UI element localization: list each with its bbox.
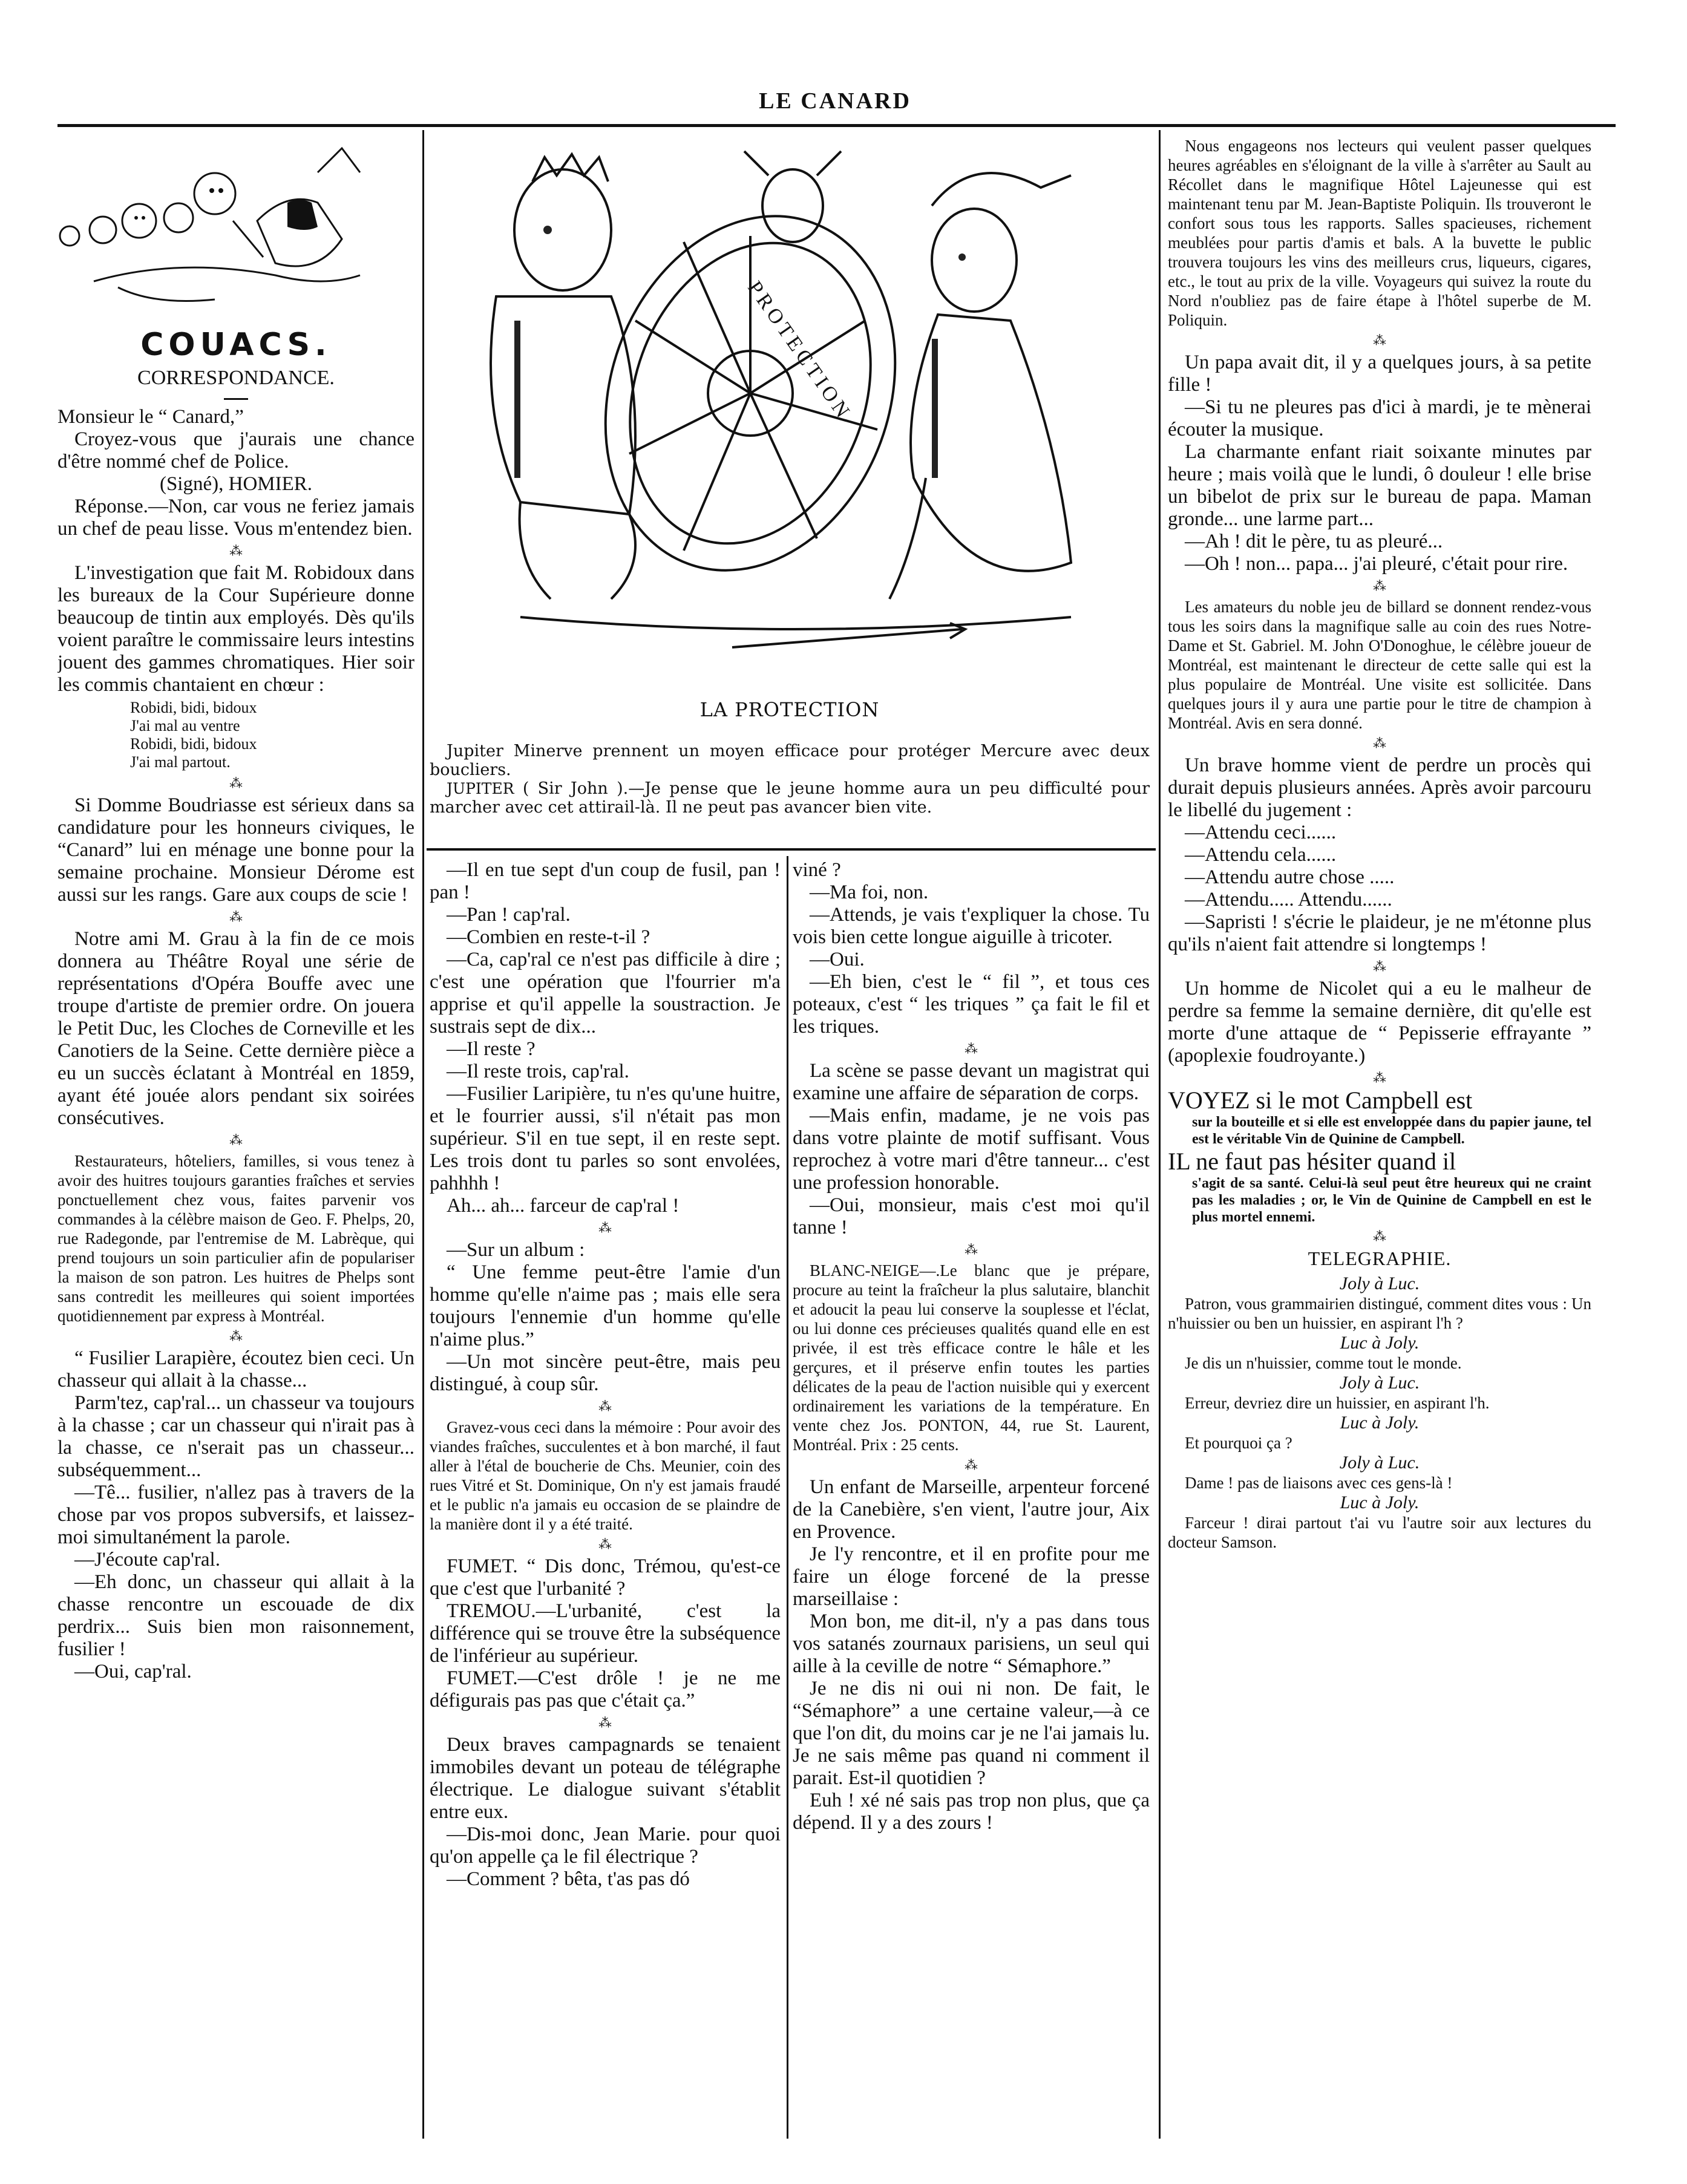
article-paragraph: “ Fusilier Larapière, écoutez bien ceci. Un chasseur qui allait à la chasse...	[57, 1347, 414, 1391]
article-paragraph: —Attends, je vais t'expliquer la chose. Tu vois bien cette longue aiguille à tricoter.	[793, 904, 1150, 948]
telegraphie-title: TELEGRAPHIE.	[1308, 1247, 1452, 1269]
article-paragraph: —Ah ! dit le père, tu as pleuré...	[1185, 531, 1443, 552]
verse	[57, 699, 414, 771]
verse-line: Robidi, bidi, bidoux	[130, 735, 257, 753]
separator: ⁂	[229, 1133, 243, 1148]
verse-line: J'ai mal partout.	[130, 753, 231, 771]
article-paragraph: Mon bon, me dit-il, n'y a pas dans tous vos satanés zournaux parisiens, un seul qui aille à la ceville de notre “ Sémaphore.”	[793, 1610, 1150, 1677]
article-paragraph: —Fusilier Laripière, tu n'es qu'une huitre, et le fourrier aussi, s'il n'était pas mon supérieur. S'il en tue sept, il en reste sept. Les trois dont tu parles so sont envolées, pahhhh !	[430, 1083, 781, 1194]
telegram-text: Je dis un n'huissier, comme tout le monde.	[1185, 1354, 1462, 1372]
column-rule	[787, 856, 788, 2139]
advertisement: Gravez-vous ceci dans la mémoire : Pour avoir des viandes fraîches, succulentes et à bon marché, il faut aller à l'étal de boucherie de Chs. Meunier, coin des rues Vitré et St. Dominique, On n'y est jamais fraudé et le public n'a jamais eu occasion de se plaindre de la manière dont il y a été traité.	[430, 1418, 781, 1533]
article-paragraph: —Dis-moi donc, Jean Marie. pour quoi qu'on appelle ça le fil électrique ?	[430, 1823, 781, 1868]
letter-signature: (Signé), HOMIER.	[159, 473, 313, 495]
article-paragraph: FUMET.—C'est drôle ! je ne me défigurais pas pas que c'était ça.”	[430, 1667, 781, 1712]
article-paragraph: —Ca, cap'ral ce n'est pas difficile à dire ; c'est une opération que l'fourrier m'a apprise et qu'il appelle la soustraction. Je sustrais sept de dix...	[430, 949, 781, 1038]
article-paragraph: La charmante enfant riait soixante minutes par heure ; mais voilà que le lundi, ô douleur ! elle brise un bibelot de prix sur le bureau de papa. Maman gronde... une larme part...	[1168, 441, 1591, 530]
telegram-heading: Joly à Luc.	[1339, 1453, 1420, 1473]
masthead: LE CANARD	[759, 88, 911, 114]
article-paragraph: Parm'tez, cap'ral... un chasseur va toujours à la chasse ; car un chasseur qui n'irait pas à la chasse, ce n'serait pas un chasseur... subséquemment...	[57, 1392, 414, 1481]
ad-lead: VOYEZ si le mot Campbell est	[1168, 1087, 1473, 1114]
illustration	[430, 139, 1150, 835]
article-paragraph: Notre ami M. Grau à la fin de ce mois donnera au Théâtre Royal une série de représentations d'Opéra Bouffe avec une troupe d'artiste de premier ordre. On jouera le Petit Duc, les Cloches de Corneville et les Canotiers de la Seine. Cette dernière pièce a eu un succès éclatant à Montréal en 1859, ayant été jouée alors pendant six soirées consécutives.	[57, 928, 414, 1129]
article-paragraph: —Pan ! cap'ral.	[447, 904, 571, 926]
separator: ⁂	[1373, 1070, 1386, 1085]
article-paragraph: Ah... ah... farceur de cap'ral !	[447, 1195, 680, 1217]
couacs-vignette	[57, 136, 414, 318]
article-paragraph: “ Une femme peut-être l'amie d'un homme qu'elle n'aime pas ; mais elle sera toujours l'ennemie d'un homme qu'elle n'aime plus.”	[430, 1261, 781, 1350]
ad-fine-print: sur la bouteille et si elle est enveloppée dans du papier jaune, tel est le véritable Vin de Quinine de Campbell.	[1192, 1114, 1591, 1147]
article-paragraph: —Sapristi ! s'écrie le plaideur, je ne m'étonne plus qu'ils n'aient fait attendre si longtemps !	[1168, 911, 1591, 955]
illustration-title: LA PROTECTION	[699, 698, 880, 721]
ad-lead: IL ne faut pas hésiter quand il	[1168, 1148, 1456, 1175]
article-paragraph: —Ma foi, non.	[810, 881, 929, 903]
verse-line: Robidi, bidi, bidoux	[130, 699, 257, 716]
article-paragraph: Un brave homme vient de perdre un procès qui durait depuis plusieurs années. Après avoir parcouru le libellé du jugement :	[1168, 754, 1591, 821]
article-paragraph: viné ?	[793, 859, 841, 881]
separator: ⁂	[229, 776, 243, 791]
telegram-heading: Joly à Luc.	[1339, 1373, 1420, 1393]
article-paragraph: Je ne dis ni oui ni non. De fait, le “Sémaphore” a une certaine valeur,—à ce que l'on dit, du moins car je ne l'ai jamais lu. Je ne sais même pas quand ni comment il parait. Est-il quotidien ?	[793, 1678, 1150, 1789]
advertisement: Restaurateurs, hôteliers, familles, si vous tenez à avoir des huitres toujours garanties fraîches et servies ponctuellement chez vous, faites parvenir vos commandes à la célèbre maison de Geo. F. Phelps, 20, rue Radegonde, par l'entremise de M. Labrèque, qui prend toujours un soin particulier afin de populariser la maison de son patron. Les huitres de Phelps sont sans contredit les meilleures qui soient importées quotidiennement par express à Montréal.	[57, 1152, 414, 1325]
article-paragraph: —Sur un album :	[447, 1239, 585, 1261]
article-paragraph: —Il reste ?	[447, 1038, 536, 1060]
article-paragraph: TREMOU.—L'urbanité, c'est la différence qui se trouve être la subséquence de l'inférieur au supérieur.	[430, 1600, 781, 1667]
section-subheading: CORRESPONDANCE.	[137, 367, 335, 389]
separator: ⁂	[1373, 578, 1386, 593]
telegram-text: Dame ! pas de liaisons avec ces gens-là !	[1185, 1474, 1453, 1492]
letter-body: Croyez-vous que j'aurais une chance d'être nommé chef de Police.	[57, 428, 414, 472]
shield-label: PROTECTION	[743, 277, 856, 425]
article-paragraph: La scène se passe devant un magistrat qui examine une affaire de séparation de corps.	[793, 1060, 1150, 1104]
masthead-rule	[57, 124, 1616, 127]
campbell-ad-2	[1168, 1150, 1591, 1175]
article-paragraph: —Oui, monsieur, mais c'est moi qu'il tanne !	[793, 1194, 1150, 1238]
article-paragraph: —Il en tue sept d'un coup de fusil, pan ! pan !	[430, 859, 781, 903]
column-rule	[422, 130, 424, 2139]
protection-engraving	[430, 139, 1150, 684]
article-paragraph: Je l'y rencontre, et il en profite pour me faire un éloge forcené de la presse marseillaise :	[793, 1543, 1150, 1610]
separator: ⁂	[1373, 333, 1386, 348]
article-paragraph: —Oui, cap'ral.	[74, 1661, 192, 1682]
separator: ⁂	[1373, 1229, 1386, 1244]
article-paragraph: —Combien en reste-t-il ?	[447, 926, 650, 948]
advertisement: Nous engageons nos lecteurs qui veulent passer quelques heures agréables en s'éloignant de la ville à s'arrêter au Sault au Récollet dans le magnifique Hôtel Lajeunesse qui est maintenant tenu par M. Jean-Baptiste Poliquin. Ils trouveront le confort sous tous les rapports. Salles spacieuses, richement meublées pour partis d'amis et bals. A la buvette le public trouvera toujours les vins des meilleurs crus, liqueurs, cigares, etc., le tout au prix de la ville. Voyageurs qui suivez la route du Nord n'oubliez pas de faire étape à l'hôtel superbe de M. Poliquin.	[1168, 137, 1591, 329]
campbell-ad-1	[1168, 1089, 1591, 1114]
column-left	[57, 136, 414, 2136]
separator: ⁂	[229, 543, 243, 558]
telegram-heading: Joly à Luc.	[1339, 1273, 1420, 1293]
column-rule	[1159, 130, 1161, 2139]
separator: ⁂	[965, 1242, 978, 1257]
article-paragraph: L'investigation que fait M. Robidoux dans les bureaux de la Cour Supérieure donne beaucoup de tintin aux employés. Dès qu'ils voient paraître le commissaire leurs intestins jouent des gammes chromatiques. Hier soir les commis chantaient en chœur :	[57, 562, 414, 696]
letter-salutation: Monsieur le “ Canard,”	[57, 406, 244, 428]
column-right	[1168, 136, 1591, 2136]
dialogue-text: ( Sir John ).—Je pense que le jeune homme aura un peu difficulté pour marcher avec cet attirail-là. Il ne peut pas avancer bien vite.	[430, 779, 1150, 817]
separator: ⁂	[1373, 736, 1386, 751]
article-paragraph: —J'écoute cap'ral.	[74, 1549, 220, 1571]
article-paragraph: —Il reste trois, cap'ral.	[447, 1061, 629, 1082]
separator: ⁂	[598, 1220, 612, 1235]
article-paragraph: Euh ! xé né sais pas trop non plus, que ça dépend. Il y a des zours !	[793, 1790, 1150, 1834]
article-paragraph: —Attendu cela......	[1185, 844, 1337, 866]
telegram-text: Erreur, devriez dire un huissier, en aspirant l'h.	[1185, 1394, 1490, 1412]
article-paragraph: —Oui.	[810, 949, 865, 970]
telegram-text: Patron, vous grammairien distingué, comment dites vous : Un n'huissier ou ben un huissier, en aspirant l'h ?	[1168, 1295, 1591, 1332]
column-middle-left	[430, 859, 781, 2136]
verse-line: J'ai mal au ventre	[130, 717, 240, 734]
telegram-heading: Luc à Joly.	[1340, 1333, 1420, 1353]
telegram-heading: Luc à Joly.	[1340, 1413, 1420, 1433]
telegram-text: Farceur ! dirai partout t'ai vu l'autre soir aux lectures du docteur Samson.	[1168, 1514, 1591, 1551]
divider	[224, 398, 248, 400]
article-paragraph: —Eh bien, c'est le “ fil ”, et tous ces poteaux, c'est “ les triques ” ça fait le fil et les triques.	[793, 971, 1150, 1038]
article-paragraph: —Un mot sincère peut-être, mais peu distingué, à coup sûr.	[430, 1351, 781, 1395]
separator: ⁂	[965, 1041, 978, 1056]
advertisement: BLANC-NEIGE—.Le blanc que je prépare, procure au teint la fraîcheur la plus salutaire, blanchit et adoucit la peau lui conserve la souplesse et l'éclat, ou lui donne ces précieuses qualités quand elle en est privée, il est très efficace contre le hâle et les gerçures, et il préserve enfin toutes les parties délicates de la peau de l'action nuisible qui y exercent ordinairement les variations de la température. En vente chez Jos. PONTON, 44, rue St. Laurent, Montréal. Prix : 25 cents.	[793, 1261, 1150, 1454]
article-paragraph: —Oh ! non... papa... j'ai pleuré, c'était pour rire.	[1185, 553, 1568, 575]
separator: ⁂	[598, 1537, 612, 1552]
separator: ⁂	[229, 909, 243, 924]
article-paragraph: Un homme de Nicolet qui a eu le malheur de perdre sa femme la semaine dernière, dit qu'elle est morte d'une attaque de “ Pepisserie effrayante ” (apoplexie foudroyante.)	[1168, 978, 1591, 1067]
article-paragraph: —Comment ? bêta, t'as pas dó	[447, 1868, 690, 1890]
ad-fine-print: s'agit de sa santé. Celui-là seul peut être heureux qui ne craint pas les maladies ; or, le Vin de Quinine de Campbell en est le plus mortel ennemi.	[1192, 1175, 1591, 1225]
dialogue-speaker: JUPITER	[447, 780, 514, 797]
article-paragraph: Deux braves campagnards se tenaient immobiles devant un poteau de télégraphe électrique. Le dialogue suivant s'établit entre eux.	[430, 1734, 781, 1823]
article-paragraph: Un papa avait dit, il y a quelques jours, à sa petite fille !	[1168, 351, 1591, 396]
telegram-text: Et pourquoi ça ?	[1185, 1434, 1292, 1452]
illustration-rule	[427, 848, 1156, 851]
article-paragraph: Si Domme Boudriasse est sérieux dans sa candidature pour les honneurs civiques, le “Canard” lui en ménage une bonne pour la semaine prochaine. Monsieur Dérome est aussi sur les rangs. Gare aux coups de scie !	[57, 794, 414, 906]
letter-reply: Réponse.—Non, car vous ne feriez jamais un chef de peau lisse. Vous m'entendez bien.	[57, 495, 414, 540]
column-middle-right	[793, 859, 1150, 2136]
separator: ⁂	[1373, 959, 1386, 974]
advertisement: Les amateurs du noble jeu de billard se donnent rendez-vous tous les soirs dans la magnifique salle au coin des rues Notre-Dame et St. Gabriel. M. John O'Donoghue, le célèbre joueur de Montréal, est maintenant le directeur de cette salle qui est la plus populaire de Montréal. Une visite est sollicitée. Dans quelques jours il y aura une partie pour le titre de champion à Montréal. Avis en sera donné.	[1168, 598, 1591, 732]
article-paragraph: —Eh donc, un chasseur qui allait à la chasse rencontre un escouade de dix perdrix... Suis bien mon raisonnement, fusilier !	[57, 1571, 414, 1660]
article-paragraph: —Tê... fusilier, n'allez pas à travers de la chose par vos propos subversifs, et laissez-moi simultanément la parole.	[57, 1482, 414, 1548]
illustration-dialogue	[430, 779, 1150, 817]
separator: ⁂	[598, 1399, 612, 1414]
telegram-heading: Luc à Joly.	[1340, 1493, 1420, 1512]
article-paragraph: —Attendu autre chose .....	[1185, 866, 1395, 888]
article-paragraph: FUMET. “ Dis donc, Trémou, qu'est-ce que c'est que l'urbanité ?	[430, 1555, 781, 1600]
article-paragraph: —Si tu ne pleures pas d'ici à mardi, je te mènerai écouter la musique.	[1168, 396, 1591, 440]
article-paragraph: —Attendu ceci......	[1185, 822, 1337, 843]
section-heading: COUACS.	[140, 327, 332, 363]
article-paragraph: Un enfant de Marseille, arpenteur forcené de la Canebière, s'en vient, l'autre jour, Aix en Provence.	[793, 1476, 1150, 1543]
article-paragraph: —Mais enfin, madame, je ne vois pas dans votre plainte de motif suffisant. Vous reprochez à votre mari d'être tanneur... c'est une profession honorable.	[793, 1105, 1150, 1194]
separator: ⁂	[229, 1329, 243, 1344]
separator: ⁂	[598, 1715, 612, 1730]
illustration-caption: Jupiter Minerve prennent un moyen efficace pour protéger Mercure avec deux boucliers.	[430, 742, 1150, 779]
separator: ⁂	[965, 1457, 978, 1473]
article-paragraph: —Attendu..... Attendu......	[1185, 889, 1392, 911]
